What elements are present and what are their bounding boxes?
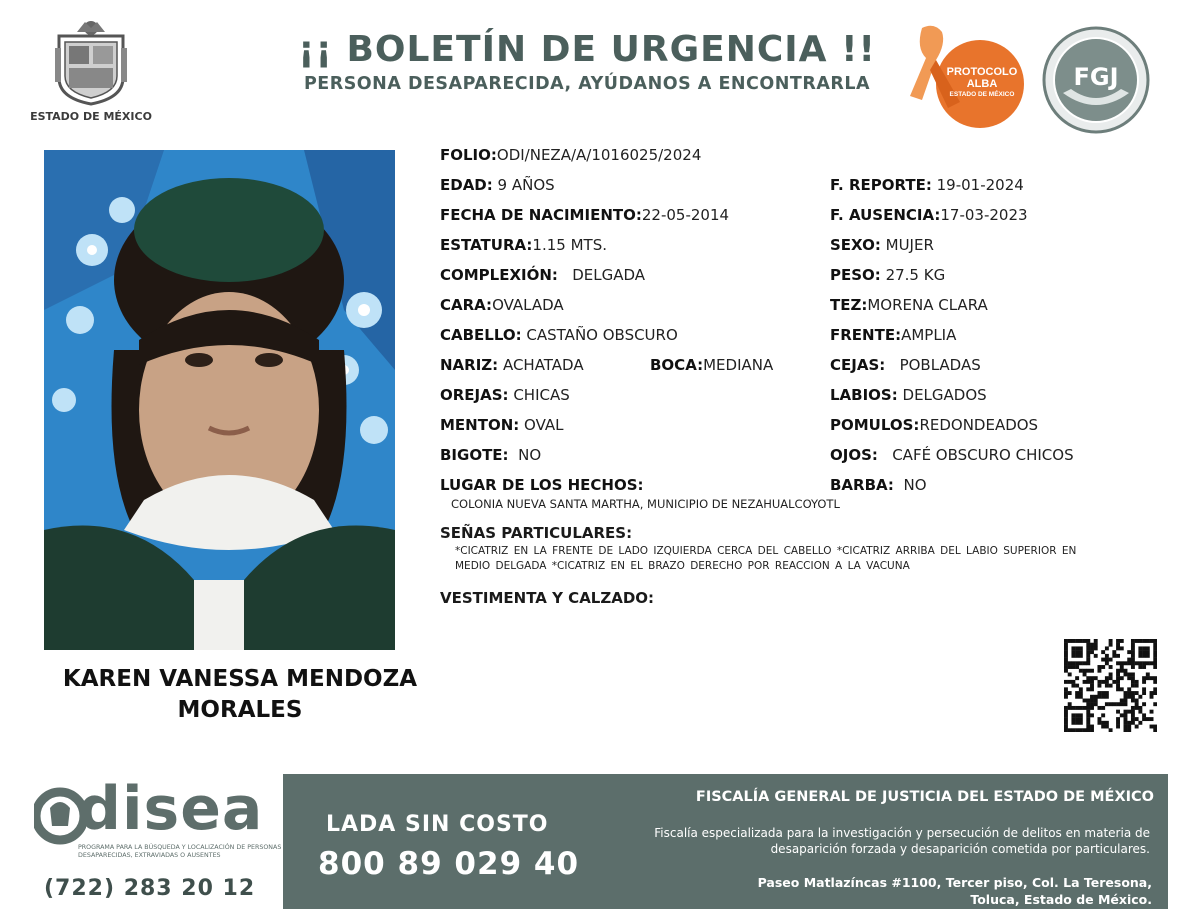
pomulos-value: REDONDEADOS	[919, 416, 1039, 434]
cara-field	[440, 295, 564, 315]
menton-value: OVAL	[524, 416, 564, 434]
folio-label: FOLIO:	[440, 146, 497, 164]
pomulos-label: POMULOS:	[830, 416, 920, 434]
complexion-field	[440, 265, 645, 285]
complexion-value: DELGADA	[572, 266, 646, 284]
peso-field	[830, 265, 945, 285]
frente-value: AMPLIA	[901, 326, 957, 344]
ojos-field	[830, 445, 1074, 465]
address-line-1: Paseo Matlazíncas #1100, Tercer piso, Col. La Teresona,	[757, 875, 1152, 890]
cejas-label: CEJAS:	[830, 356, 886, 374]
alba-line-2: ALBA	[966, 77, 998, 90]
frente-label: FRENTE:	[830, 326, 902, 344]
orejas-value: CHICAS	[513, 386, 570, 404]
tez-label: TEZ:	[830, 296, 868, 314]
coat-of-arms-icon	[51, 18, 131, 106]
fecha-nacimiento-value: 22-05-2014	[641, 206, 730, 224]
f-ausencia-value: 17-03-2023	[940, 206, 1028, 224]
lugar-value: COLONIA NUEVA SANTA MARTHA, MUNICIPIO DE NEZAHUALCOYOTL	[451, 497, 840, 511]
odisea-tagline: PROGRAMA PARA LA BÚSQUEDA Y LOCALIZACIÓN DE PERSONAS DESAPARECIDAS, EXTRAVIADAS O AUSENTES	[78, 844, 282, 859]
cara-label: CARA:	[440, 296, 493, 314]
menton-label: MENTON:	[440, 416, 520, 434]
bulletin-subtitle: PERSONA DESAPARECIDA, AYÚDANOS A ENCONTRARLA	[303, 74, 871, 94]
boca-field	[650, 355, 773, 375]
cabello-field	[440, 325, 678, 345]
bulletin-title-block	[262, 28, 912, 94]
f-reporte-field	[830, 175, 1024, 195]
tez-value: MORENA CLARA	[867, 296, 988, 314]
ojos-label: OJOS:	[830, 446, 878, 464]
f-reporte-label: F. REPORTE:	[830, 176, 932, 194]
fgj-seal-icon	[1041, 25, 1151, 135]
sexo-field	[830, 235, 934, 255]
lugar-label: LUGAR DE LOS HECHOS:	[440, 476, 644, 494]
fiscalia-title: FISCALÍA GENERAL DE JUSTICIA DEL ESTADO DE MÉXICO	[695, 789, 1154, 805]
person-name-line-2: MORALES	[177, 697, 303, 723]
qr-code-icon	[1064, 639, 1157, 732]
bigote-label: BIGOTE:	[440, 446, 509, 464]
boca-label: BOCA:	[650, 356, 704, 374]
odisea-phone[interactable]: (722) 283 20 12	[44, 876, 256, 901]
pomulos-field	[830, 415, 1038, 435]
cabello-value: CASTAÑO OBSCURO	[526, 326, 678, 344]
sexo-value: MUJER	[885, 236, 934, 254]
barba-value: NO	[903, 476, 927, 494]
protocolo-alba-logo	[900, 22, 1028, 132]
estatura-value: 1.15 MTS.	[532, 236, 607, 254]
bigote-value: NO	[518, 446, 542, 464]
folio-field	[440, 145, 701, 165]
edad-value: 9 AÑOS	[497, 176, 555, 194]
odisea-wordmark: disea	[78, 774, 264, 844]
fgj-text: FGJ	[1073, 63, 1119, 91]
lada-label: LADA SIN COSTO	[326, 812, 549, 837]
complexion-label: COMPLEXIÓN:	[440, 266, 558, 284]
boca-value: MEDIANA	[703, 356, 774, 374]
bulletin-title: ¡¡ BOLETÍN DE URGENCIA !!	[298, 29, 876, 70]
estatura-field	[440, 235, 607, 255]
f-reporte-value: 19-01-2024	[936, 176, 1024, 194]
nariz-value: ACHATADA	[502, 356, 584, 374]
peso-value: 27.5 KG	[885, 266, 946, 284]
cabello-label: CABELLO:	[440, 326, 522, 344]
vestimenta-label: VESTIMENTA Y CALZADO:	[440, 589, 655, 607]
labios-value: DELGADOS	[902, 386, 987, 404]
orejas-label: OREJAS:	[440, 386, 509, 404]
fecha-nacimiento-label: FECHA DE NACIMIENTO:	[440, 206, 642, 224]
estado-de-mexico-logo	[30, 18, 152, 130]
estatura-label: ESTATURA:	[440, 236, 533, 254]
orejas-field	[440, 385, 570, 405]
barba-label: BARBA:	[830, 476, 894, 494]
cejas-field	[830, 355, 981, 375]
edad-field	[440, 175, 555, 195]
sexo-label: SEXO:	[830, 236, 881, 254]
frente-field	[830, 325, 956, 345]
lugar-field	[440, 475, 644, 495]
person-name	[30, 664, 450, 726]
address-line-2: Toluca, Estado de México.	[970, 892, 1152, 907]
f-ausencia-field	[830, 205, 1028, 225]
cejas-value: POBLADAS	[899, 356, 981, 374]
peso-label: PESO:	[830, 266, 881, 284]
f-ausencia-label: F. AUSENCIA:	[830, 206, 941, 224]
nariz-label: NARIZ:	[440, 356, 499, 374]
tez-field	[830, 295, 988, 315]
fiscalia-description: Fiscalía especializada para la investigación y persecución de delitos en materia de desaparición forzada y desaparición cometida por particulares.	[654, 826, 1150, 856]
alba-line-1: PROTOCOLO	[946, 66, 1018, 78]
edad-label: EDAD:	[440, 176, 493, 194]
barba-field	[830, 475, 927, 495]
fgj-seal	[1041, 25, 1151, 135]
state-name: ESTADO DE MÉXICO	[30, 110, 152, 123]
bigote-field	[440, 445, 541, 465]
person-name-line-1: KAREN VANESSA MENDOZA	[62, 666, 418, 692]
fiscalia-address	[650, 874, 1152, 908]
odisea-logo	[30, 774, 282, 872]
qr-code[interactable]	[1064, 639, 1157, 732]
missing-person-photo	[44, 150, 395, 650]
labios-label: LABIOS:	[830, 386, 898, 404]
menton-field	[440, 415, 564, 435]
cara-value: OVALADA	[492, 296, 564, 314]
fecha-nacimiento-field	[440, 205, 729, 225]
senas-value: *CICATRIZ EN LA FRENTE DE LADO IZQUIERDA CERCA DEL CABELLO *CICATRIZ ARRIBA DEL LABIO SUPERIOR EN MEDIO DELGADA *CICATRIZ EN EL BRAZO DERECHO POR REACCION A LA VACUNA	[455, 545, 1077, 572]
labios-field	[830, 385, 987, 405]
ojos-value: CAFÉ OBSCURO CHICOS	[892, 446, 1074, 464]
alba-line-3: ESTADO DE MÉXICO	[949, 91, 1015, 99]
folio-value: ODI/NEZA/A/1016025/2024	[496, 146, 702, 164]
senas-label: SEÑAS PARTICULARES:	[440, 524, 633, 542]
lada-phone-number[interactable]: 800 89 029 40	[318, 846, 580, 882]
nariz-field	[440, 355, 584, 375]
